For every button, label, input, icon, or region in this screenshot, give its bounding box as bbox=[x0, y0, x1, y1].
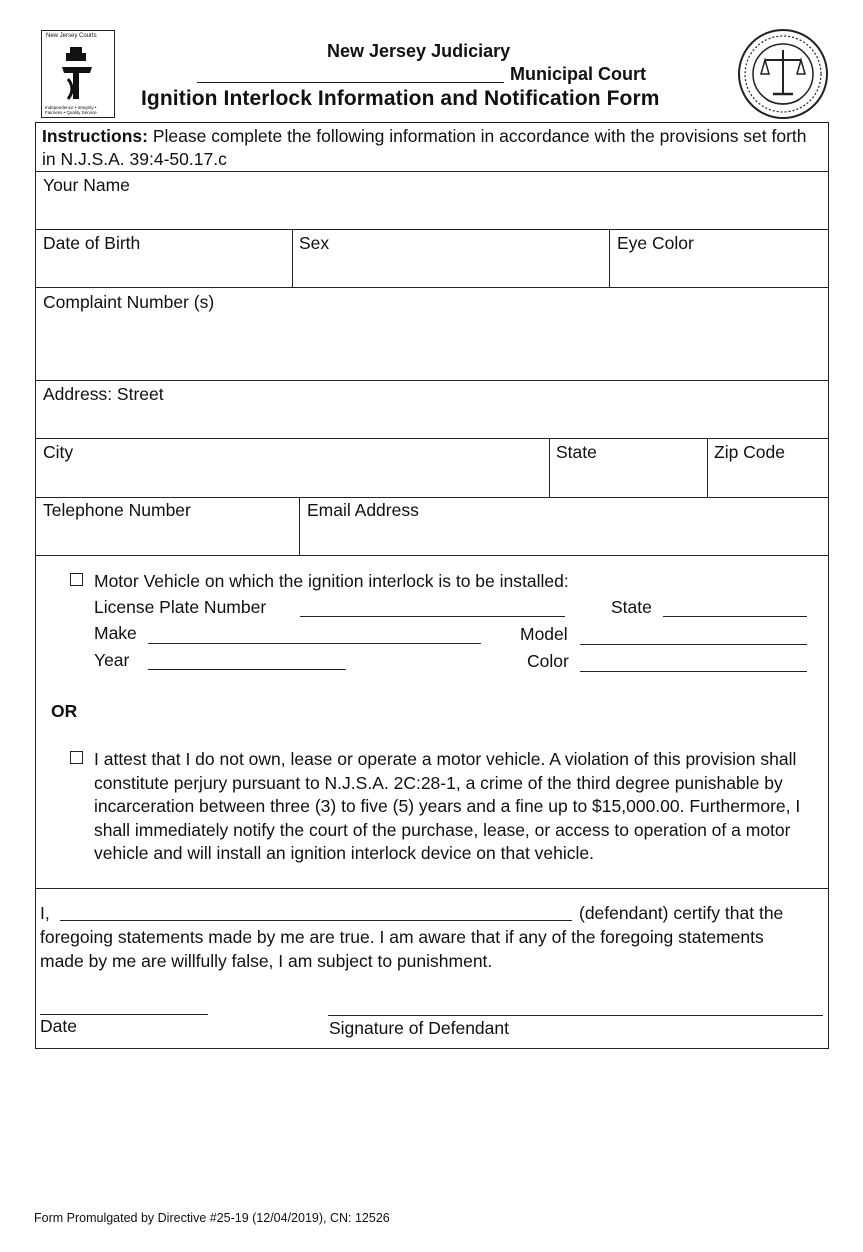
certify-suffix: (defendant) certify that the bbox=[579, 903, 784, 923]
telephone-field[interactable] bbox=[36, 498, 299, 555]
court-seal-icon bbox=[737, 28, 829, 120]
vehicle-option-checkbox[interactable] bbox=[70, 573, 83, 586]
certify-statement: foregoing statements made by me are true. I am aware that if any of the foregoing statements made by me are willfully false, I am subject to punishment. bbox=[40, 927, 764, 971]
year-input[interactable] bbox=[148, 669, 346, 670]
state-label: State bbox=[556, 442, 597, 462]
instructions-text: Please complete the following information in accordance with the provisions set forth in N.J.S.A. 39:4-50.17.c bbox=[42, 126, 807, 169]
make-input[interactable] bbox=[148, 643, 481, 644]
vehicle-state-label: State bbox=[611, 597, 652, 617]
form-title: Ignition Interlock Information and Notification Form bbox=[141, 87, 660, 110]
city-label: City bbox=[43, 442, 74, 462]
make-label: Make bbox=[94, 623, 137, 643]
license-plate-label: License Plate Number bbox=[94, 597, 267, 617]
telephone-label: Telephone Number bbox=[43, 500, 191, 520]
address-street-label: Address: Street bbox=[43, 384, 164, 404]
agency-name: New Jersey Judiciary bbox=[327, 41, 511, 61]
vehicle-option-label: Motor Vehicle on which the ignition interlock is to be installed: bbox=[94, 571, 569, 591]
color-input[interactable] bbox=[580, 671, 807, 672]
signature-input[interactable] bbox=[328, 1015, 823, 1016]
complaint-number-label: Complaint Number (s) bbox=[43, 292, 215, 312]
email-field[interactable] bbox=[300, 498, 828, 555]
eye-color-label: Eye Color bbox=[617, 233, 694, 253]
logo-text: New Jersey Courts bbox=[46, 33, 97, 39]
attest-statement: I attest that I do not own, lease or operate a motor vehicle. A violation of this provision shall constitute perjury pursuant to N.J.S.A. 2C:28-1, a crime of the third degree punishable by incarceration between three (3) to five (5) years and a fine up to $15,000.00. Furthermore, I shall immediately notify the court of the purchase, lease, or access to operation of a motor vehicle and will install an ignition interlock device on that vehicle. bbox=[94, 749, 801, 863]
complaint-number-field[interactable] bbox=[36, 288, 828, 380]
attest-option-checkbox[interactable] bbox=[70, 751, 83, 764]
court-suffix: Municipal Court bbox=[510, 64, 646, 84]
your-name-field[interactable] bbox=[36, 172, 828, 229]
date-label: Date bbox=[40, 1016, 77, 1036]
divider bbox=[35, 888, 829, 889]
license-plate-input[interactable] bbox=[300, 616, 565, 617]
zip-code-label: Zip Code bbox=[714, 442, 786, 462]
sex-label: Sex bbox=[299, 233, 330, 253]
vehicle-state-input[interactable] bbox=[663, 616, 807, 617]
address-street-field[interactable] bbox=[36, 381, 828, 438]
your-name-label: Your Name bbox=[43, 175, 130, 195]
city-field[interactable] bbox=[36, 439, 549, 497]
date-of-birth-field[interactable] bbox=[36, 230, 292, 287]
signature-label: Signature of Defendant bbox=[329, 1018, 509, 1038]
instructions bbox=[42, 125, 822, 171]
sex-field[interactable] bbox=[293, 230, 609, 287]
certify-prefix: I, bbox=[40, 903, 50, 923]
year-label: Year bbox=[94, 650, 130, 670]
model-input[interactable] bbox=[580, 644, 807, 645]
judiciary-emblem-icon bbox=[42, 43, 114, 103]
color-label: Color bbox=[527, 651, 569, 671]
zip-code-field[interactable] bbox=[708, 439, 828, 497]
divider bbox=[35, 555, 829, 556]
court-name-blank[interactable] bbox=[197, 82, 504, 83]
defendant-name-input[interactable] bbox=[60, 920, 572, 921]
date-input[interactable] bbox=[40, 1014, 208, 1015]
judiciary-logo bbox=[41, 30, 115, 118]
instructions-label: Instructions: bbox=[42, 126, 148, 146]
or-separator: OR bbox=[51, 701, 78, 721]
model-label: Model bbox=[520, 624, 568, 644]
email-label: Email Address bbox=[307, 500, 419, 520]
logo-subtext: Independence • Integrity • Fairness • Quality Service bbox=[45, 105, 97, 115]
date-of-birth-label: Date of Birth bbox=[43, 233, 141, 253]
form-footer: Form Promulgated by Directive #25-19 (12/04/2019), CN: 12526 bbox=[34, 1211, 390, 1225]
eye-color-field[interactable] bbox=[610, 230, 828, 287]
state-field[interactable] bbox=[550, 439, 707, 497]
